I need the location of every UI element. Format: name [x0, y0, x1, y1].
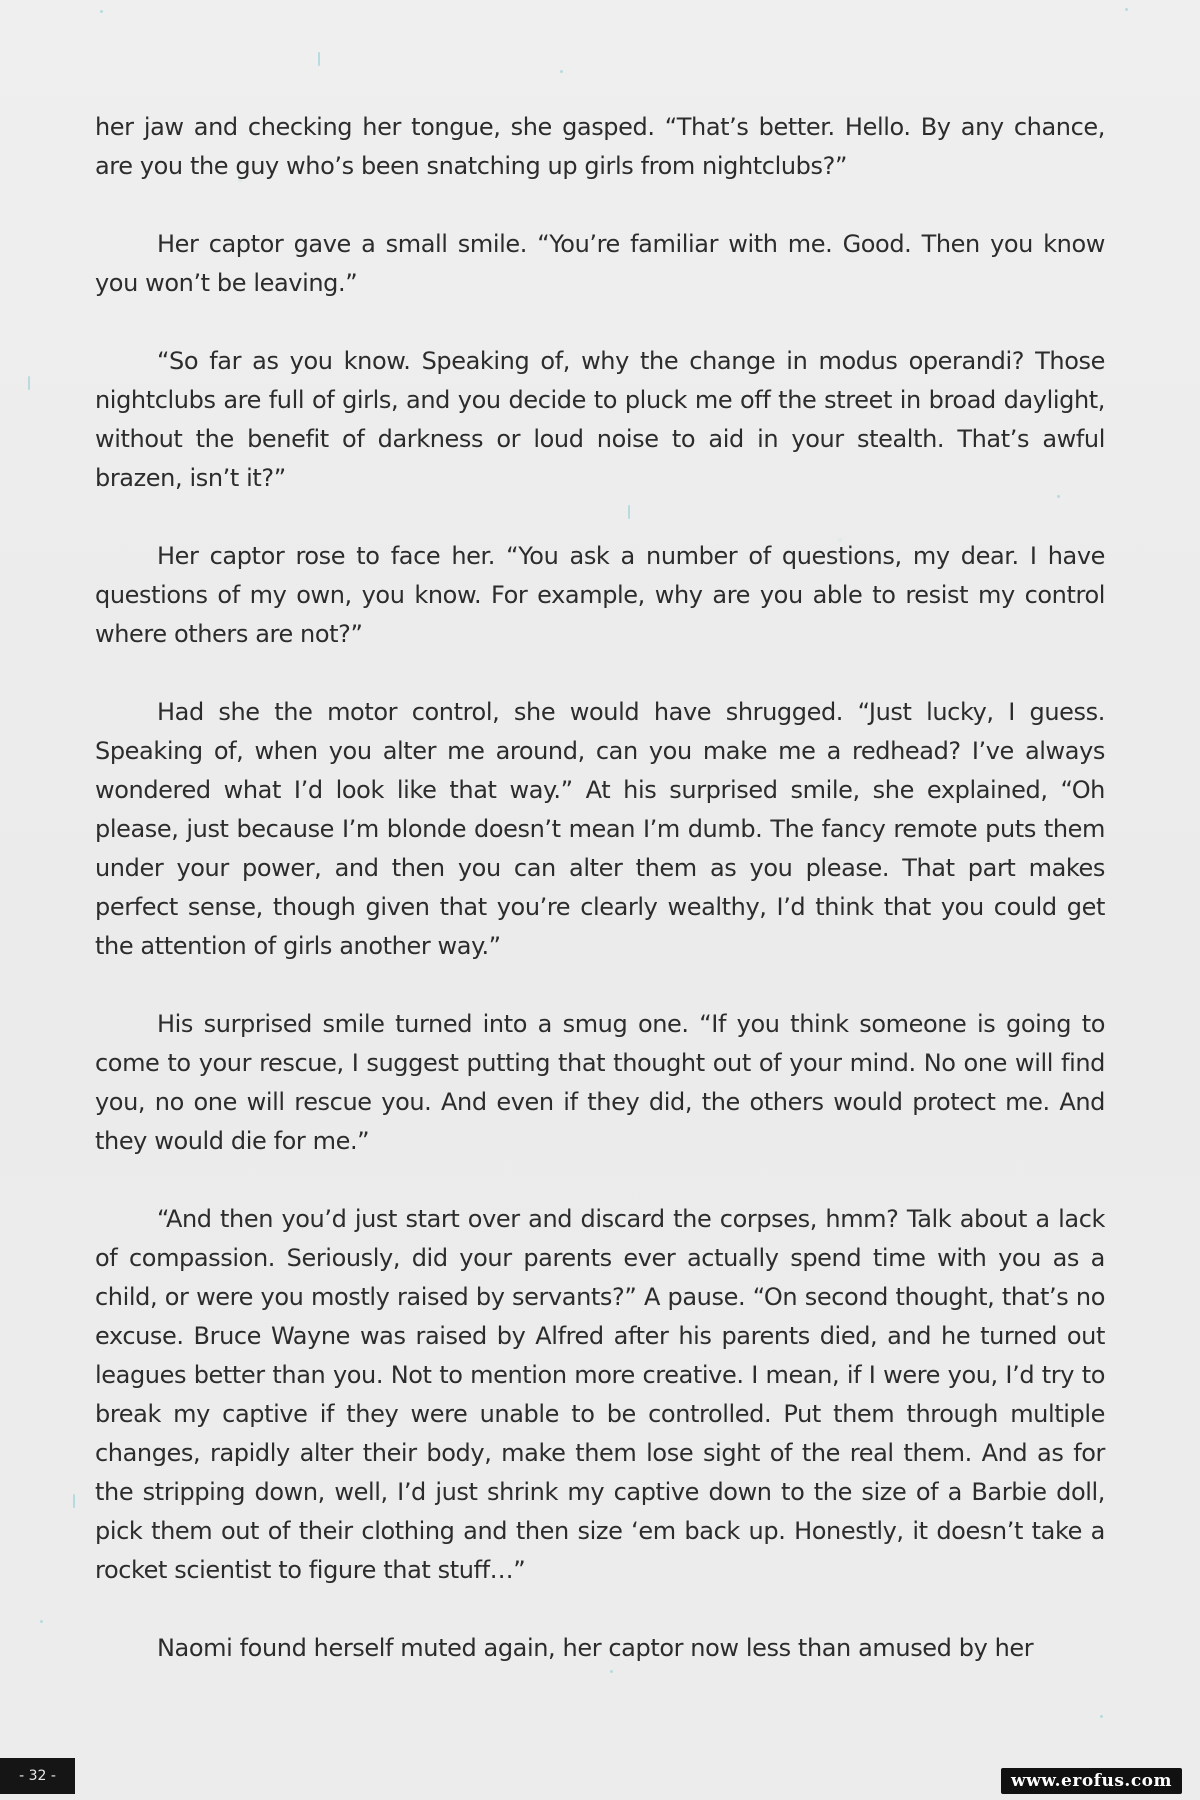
paper-speck — [28, 376, 30, 390]
paragraph: “And then you’d just start over and discard the corpses, hmm? Talk about a lack of compassion. Seriously, did your parents ever actually spend time with you as a child, or were you mostly raised by servants?” A pause. “On second thought, that’s no excuse. Bruce Wayne was raised by Alfred after his parents died, and he turned out leagues better than you. Not to mention more creative. I mean, if I were you, I’d try to break my captive if they were unable to be controlled. Put them through multiple changes, rapidly alter their body, make them lose sight of the real them. And as for the stripping down, well, I’d just shrink my captive down to the size of a Barbie doll, pick them out of their clothing and then size ‘em back up. Honestly, it doesn’t take a rocket scientist to figure that stuff…” — [95, 1205, 1105, 1584]
paper-speck — [73, 1494, 75, 1508]
paper-speck — [1125, 8, 1128, 11]
paragraph: her jaw and checking her tongue, she gasped. “That’s better. Hello. By any chance, are you the guy who’s been snatching up girls from nightclubs?” — [95, 113, 1105, 180]
paper-speck — [40, 1620, 43, 1623]
paper-speck — [100, 10, 103, 13]
paragraph: Naomi found herself muted again, her captor now less than amused by her — [157, 1634, 1034, 1662]
page-number: - 32 - — [0, 1758, 75, 1794]
paper-speck — [318, 52, 320, 66]
watermark-link[interactable]: www.erofus.com — [1001, 1768, 1182, 1794]
paragraph: Had she the motor control, she would have shrugged. “Just lucky, I guess. Speaking of, when you alter me around, can you make me a redhead? I’ve always wondered what I’d look like that way.” At his surprised smile, she explained, “Oh please, just because I’m blonde doesn’t mean I’m dumb. The fancy remote puts them under your power, and then you can alter them as you please. That part makes perfect sense, though given that you’re clearly wealthy, I’d think that you could get the attention of girls another way.” — [95, 698, 1105, 960]
paragraph: Her captor rose to face her. “You ask a number of questions, my dear. I have questions of my own, you know. For example, why are you able to resist my control where others are not?” — [95, 542, 1105, 648]
paper-speck — [560, 70, 563, 73]
paragraph: His surprised smile turned into a smug one. “If you think someone is going to come to your rescue, I suggest putting that thought out of your mind. No one will find you, no one will rescue you. And even if they did, the others would protect me. And they would die for me.” — [95, 1010, 1105, 1155]
paragraph: “So far as you know. Speaking of, why the change in modus operandi? Those nightclubs are full of girls, and you decide to pluck me off the street in broad daylight, without the benefit of darkness or loud noise to aid in your stealth. That’s awful brazen, isn’t it?” — [95, 347, 1105, 492]
paper-speck — [1100, 1715, 1103, 1718]
story-text — [95, 108, 1105, 1707]
paragraph: Her captor gave a small smile. “You’re familiar with me. Good. Then you know you won’t be leaving.” — [95, 230, 1105, 297]
